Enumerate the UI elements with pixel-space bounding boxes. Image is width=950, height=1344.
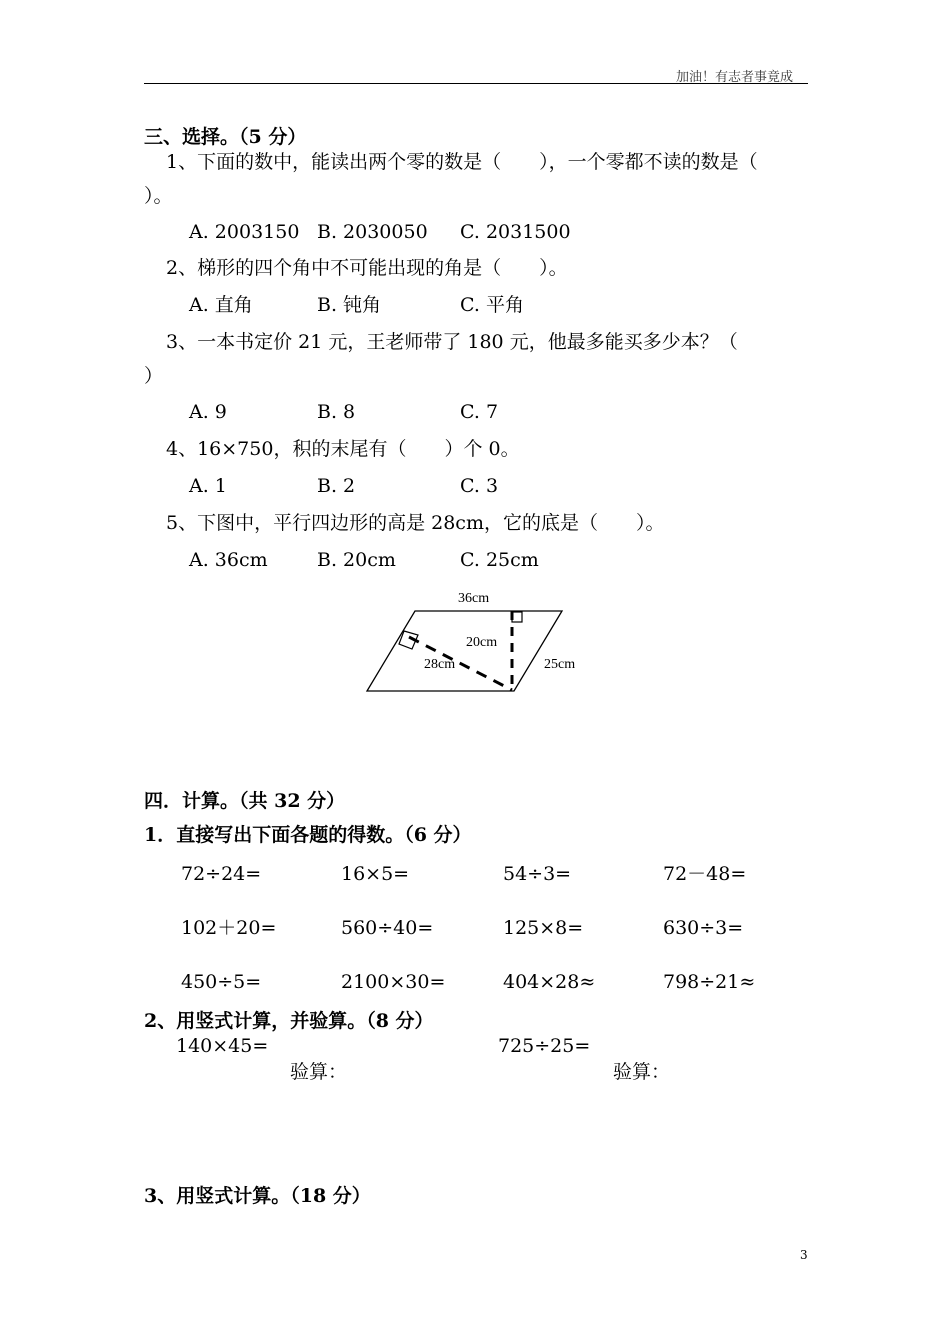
parallelogram-figure bbox=[360, 580, 600, 700]
q3-option-b: B. 8 bbox=[317, 401, 356, 423]
q3-text-line1: 3、一本书定价 21 元，王老师带了 180 元，他最多能买多少本？（ bbox=[166, 331, 738, 353]
calc-item: 125×8= bbox=[503, 917, 584, 939]
header-motto: 加油！有志者事竟成 bbox=[676, 70, 794, 85]
calc-item: 2100×30= bbox=[341, 971, 446, 993]
part2-check-label-1: 验算： bbox=[290, 1061, 348, 1083]
part3-title: 3、用竖式计算。（18 分） bbox=[144, 1185, 371, 1207]
section4-title: 四．计算。（共 32 分） bbox=[144, 790, 346, 812]
part2-problem-2: 725÷25= bbox=[498, 1035, 591, 1057]
q2-option-b: B. 钝角 bbox=[317, 294, 382, 316]
calc-item: 404×28≈ bbox=[503, 971, 596, 993]
q5-option-b: B. 20cm bbox=[317, 549, 396, 571]
q4-option-c: C. 3 bbox=[460, 475, 499, 497]
calc-item: 798÷21≈ bbox=[663, 971, 756, 993]
calc-item: 72－48= bbox=[663, 863, 747, 885]
part2-title: 2、用竖式计算，并验算。（8 分） bbox=[144, 1010, 434, 1032]
q5-text: 5、下图中，平行四边形的高是 28cm，它的底是（ ）。 bbox=[166, 512, 665, 534]
q1-text-line1: 1、下面的数中，能读出两个零的数是（ ），一个零都不读的数是（ bbox=[166, 151, 758, 173]
calc-item: 102＋20= bbox=[181, 917, 277, 939]
part1-title: 1．直接写出下面各题的得数。（6 分） bbox=[144, 824, 472, 846]
header-rule bbox=[144, 83, 808, 84]
calc-item: 560÷40= bbox=[341, 917, 434, 939]
label-height-long: 28cm bbox=[424, 657, 456, 672]
label-height-short: 20cm bbox=[466, 635, 498, 650]
q4-text: 4、16×750，积的末尾有（ ）个 0。 bbox=[166, 438, 520, 460]
q3-option-c: C. 7 bbox=[460, 401, 499, 423]
calc-item: 54÷3= bbox=[503, 863, 572, 885]
section3-title: 三、选择。（5 分） bbox=[144, 126, 307, 148]
parallelogram-outline bbox=[367, 611, 562, 691]
q1-text-line2: ）。 bbox=[144, 185, 173, 207]
q4-option-b: B. 2 bbox=[317, 475, 356, 497]
q1-option-c: C. 2031500 bbox=[460, 221, 571, 243]
part2-problem-1: 140×45= bbox=[176, 1035, 269, 1057]
q5-option-c: C. 25cm bbox=[460, 549, 539, 571]
calc-item: 450÷5= bbox=[181, 971, 262, 993]
q2-option-a: A. 直角 bbox=[189, 294, 253, 316]
q3-text-line2: ） bbox=[144, 365, 164, 387]
q2-option-c: C. 平角 bbox=[460, 294, 524, 316]
calc-item: 72÷24= bbox=[181, 863, 262, 885]
label-top: 36cm bbox=[458, 591, 490, 606]
q4-option-a: A. 1 bbox=[189, 475, 227, 497]
q1-option-b: B. 2030050 bbox=[317, 221, 428, 243]
calc-item: 630÷3= bbox=[663, 917, 744, 939]
label-side: 25cm bbox=[544, 657, 576, 672]
q5-option-a: A. 36cm bbox=[189, 549, 268, 571]
part2-check-label-2: 验算： bbox=[613, 1061, 671, 1083]
calc-item: 16×5= bbox=[341, 863, 410, 885]
q1-option-a: A. 2003150 bbox=[189, 221, 300, 243]
q3-option-a: A. 9 bbox=[189, 401, 227, 423]
q2-text: 2、梯形的四个角中不可能出现的角是（ ）。 bbox=[166, 257, 568, 279]
page-number: 3 bbox=[800, 1248, 808, 1262]
